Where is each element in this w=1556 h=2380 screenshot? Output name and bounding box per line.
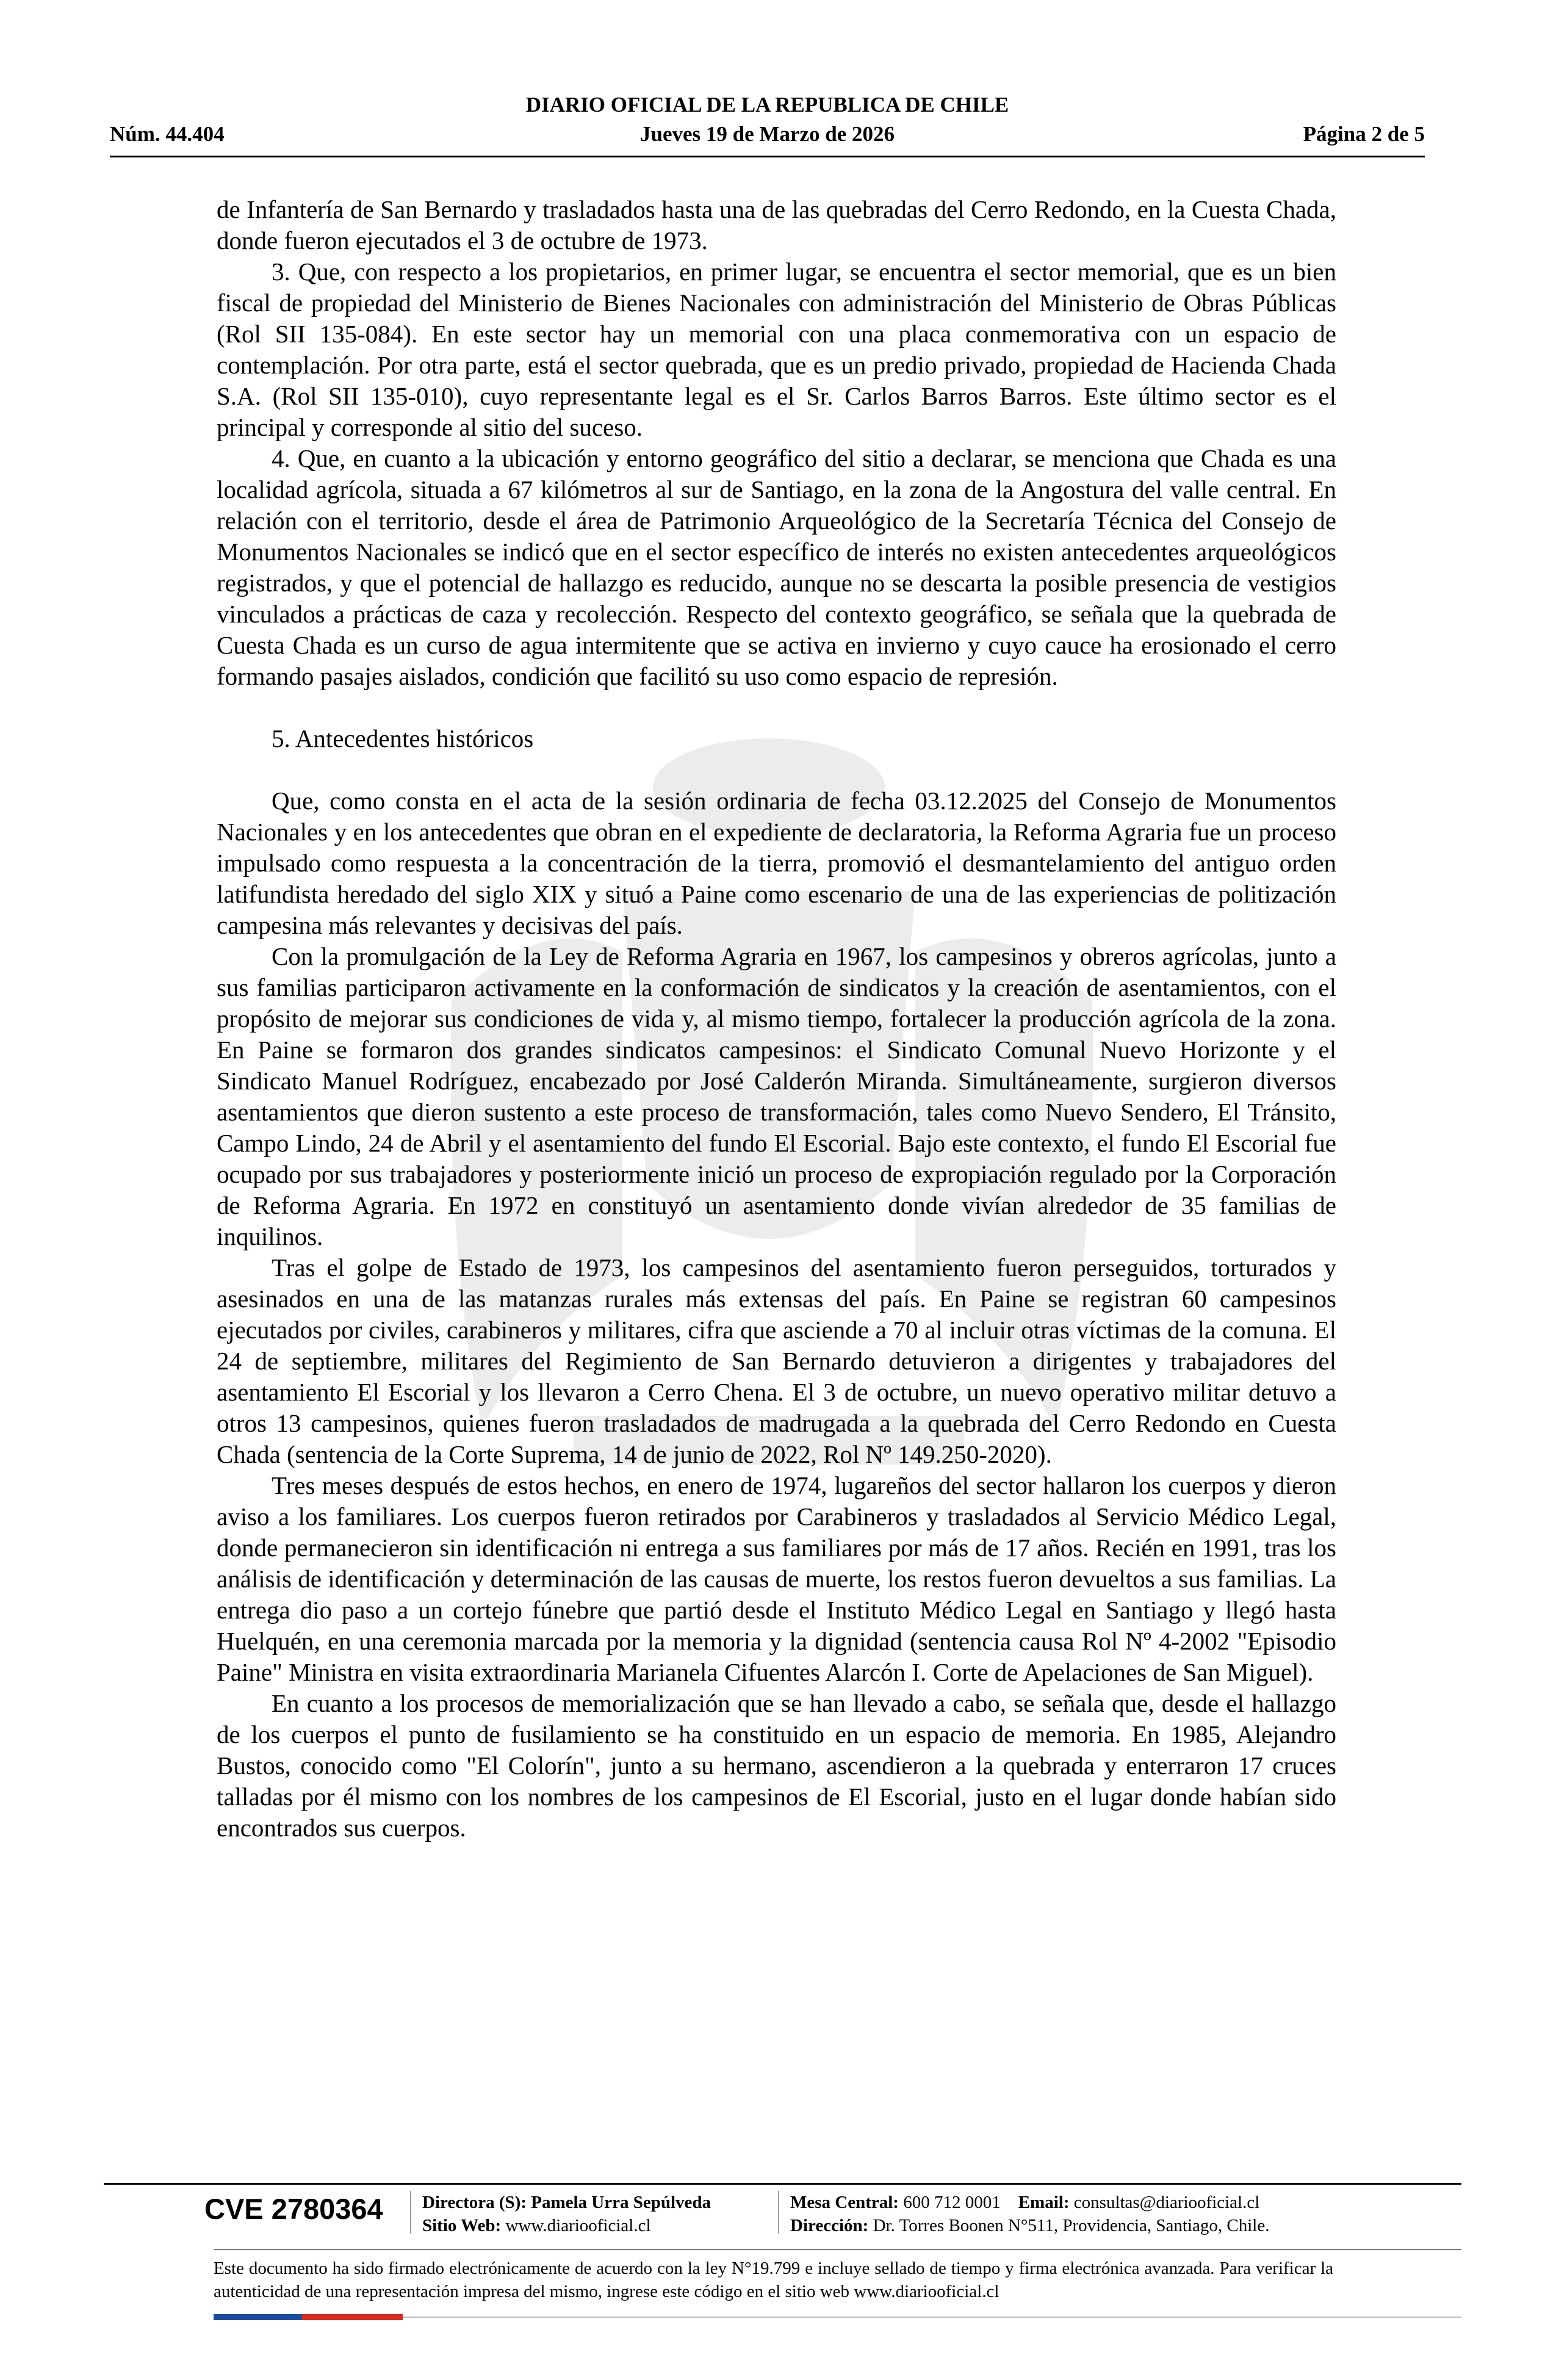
web-link[interactable]: www.diariooficial.cl [505,2216,651,2235]
footer-contact-left [422,2191,711,2237]
document-body [217,194,1336,1844]
flag-stripe-red [302,2314,403,2320]
paragraph: Tras el golpe de Estado de 1973, los campesinos del asentamiento fueron perseguidos, torturados y asesinados en una de las matanzas rurales más extensas del país. En Paine se registran 60 campesinos ejecutados por civiles, carabineros y militares, cifra que asciende a 70 al incluir otras víctimas de la comuna. El 24 de septiembre, militares del Regimiento de San Bernardo detuvieron a dirigentes y trabajadores del asentamiento El Escorial y los llevaron a Cerro Chena. El 3 de octubre, un nuevo operativo militar detuvo a otros 13 campesinos, quienes fueron trasladados de madrugada a la quebrada del Cerro Redondo en Cuesta Chada (sentencia de la Corte Suprema, 14 de junio de 2022, Rol Nº 149.250-2020). [217,1253,1336,1468]
footer-divider [104,2183,1461,2185]
director-name: Pamela Urra Sepúlveda [531,2193,711,2212]
flag-stripe-blue [214,2314,302,2320]
address-label: Dirección: [790,2216,869,2235]
paragraph: 3. Que, con respecto a los propietarios, en primer lugar, se encuentra el sector memorial, que es un bien fiscal de propiedad del Ministerio de Bienes Nacionales con administración del Ministerio de Obras Públicas (Rol SII 135-084). En este sector hay un memorial con una placa conmemorativa con un espacio de contemplación. Por otra parte, está el sector quebrada, que es un predio privado, propiedad de Hacienda Chada S.A. (Rol SII 135-010), cuyo representante legal es el Sr. Carlos Barros Barros. Este último sector es el principal y corresponde al sitio del suceso. [217,258,1336,441]
issue-date: Jueves 19 de Marzo de 2026 [639,122,895,146]
publication-title: DIARIO OFICIAL DE LA REPUBLICA DE CHILE [525,93,1009,117]
cve-code: CVE 2780364 [204,2193,383,2225]
section-heading: 5. Antecedentes históricos [272,724,534,752]
phone-label: Mesa Central: [790,2193,899,2212]
address-value: Dr. Torres Boonen N°511, Providencia, Santiago, Chile. [873,2216,1270,2235]
director-label: Directora (S): [422,2193,527,2212]
footer-divider-secondary [214,2249,1461,2250]
footer-separator [410,2191,411,2234]
phone-value: 600 712 0001 [903,2193,1001,2212]
flag-stripe-line [403,2317,1461,2318]
web-label: Sitio Web: [422,2216,502,2235]
header-divider [110,156,1425,157]
paragraph: Tres meses después de estos hechos, en enero de 1974, lugareños del sector hallaron los cuerpos y dieron aviso a los familiares. Los cuerpos fueron retirados por Carabineros y trasladados al Servicio Médico Legal, donde permanecieron sin identificación ni entrega a sus familiares por más de 17 años. Recién en 1991, tras los análisis de identificación y determinación de las causas de muerte, los restos fueron devueltos a sus familias. La entrega dio paso a un cortejo fúnebre que partió desde el Instituto Médico Legal en Santiago y llegó hasta Huelquén, en una ceremonia marcada por la memoria y la dignidad (sentencia causa Rol Nº 4-2002 "Episodio Paine" Ministra en visita extraordinaria Marianela Cifuentes Alarcón I. Corte de Apelaciones de San Miguel). [217,1471,1336,1686]
paragraph: 4. Que, en cuanto a la ubicación y entorno geográfico del sitio a declarar, se menciona que Chada es una localidad agrícola, situada a 67 kilómetros al sur de Santiago, en la zona de la Angostura del valle central. En relación con el territorio, desde el área de Patrimonio Arqueológico de la Secretaría Técnica del Consejo de Monumentos Nacionales se indicó que en el sector específico de interés no existen antecedentes arqueológicos registrados, y que el potencial de hallazgo es reducido, aunque no se descarta la posible presencia de vestigios vinculados a prácticas de caza y recolección. Respecto del contexto geográfico, se señala que la quebrada de Cuesta Chada es un curso de agua intermitente que se activa en invierno y cuyo cauce ha erosionado el cerro formando pasajes aislados, condición que facilitó su uso como espacio de represión. [217,444,1336,690]
footer-contact-right [790,2191,1269,2237]
page-header [110,93,1425,154]
paragraph: En cuanto a los procesos de memorialización que se han llevado a cabo, se señala que, desde el hallazgo de los cuerpos el punto de fusilamiento se ha constituido en un espacio de memoria. En 1985, Alejandro Bustos, conocido como "El Colorín", junto a su hermano, ascendieron a la quebrada y enterraron 17 cruces talladas por él mismo con los nombres de los campesinos de El Escorial, justo en el lugar donde habían sido encontrados sus cuerpos. [217,1689,1336,1842]
paragraph: Con la promulgación de la Ley de Reforma Agraria en 1967, los campesinos y obreros agrícolas, junto a sus familias participaron activamente en la conformación de sindicatos y la creación de asentamientos, con el propósito de mejorar sus condiciones de vida y, al mismo tiempo, fortalecer la producción agrícola de la zona. En Paine se formaron dos grandes sindicatos campesinos: el Sindicato Comunal Nuevo Horizonte y el Sindicato Manuel Rodríguez, encabezado por José Calderón Miranda. Simultáneamente, surgieron diversos asentamientos que dieron sustento a este proceso de transformación, tales como Nuevo Sendero, El Tránsito, Campo Lindo, 24 de Abril y el asentamiento del fundo El Escorial. Bajo este contexto, el fundo El Escorial fue ocupado por sus trabajadores y posteriormente inició un proceso de expropiación regulado por la Corporación de Reforma Agraria. En 1972 en constituyó un asentamiento donde vivían alrededor de 35 familias de inquilinos. [217,942,1336,1250]
legal-notice: Este documento ha sido firmado electrónicamente de acuerdo con la ley N°19.799 e incluye sellado de tiempo y firma electrónica avanzada. Para verificar la autenticidad de una representación impresa del mismo, ingrese este código en el sitio web www.diariooficial.cl [214,2259,1333,2301]
footer-separator [778,2191,779,2234]
issue-number: Núm. 44.404 [110,122,225,146]
paragraph: de Infantería de San Bernardo y trasladados hasta una de las quebradas del Cerro Redondo, en la Cuesta Chada, donde fueron ejecutados el 3 de octubre de 1973. [217,195,1336,254]
page-indicator: Página 2 de 5 [1303,122,1425,146]
paragraph: Que, como consta en el acta de la sesión ordinaria de fecha 03.12.2025 del Consejo de Monumentos Nacionales y en los antecedentes que obran en el expediente de declaratoria, la Reforma Agraria fue un proceso impulsado como respuesta a la concentración de la tierra, promovió el desmantelamiento del antiguo orden latifundista heredado del siglo XIX y situó a Paine como escenario de una de las experiencias de politización campesina más relevantes y decisivas del país. [217,787,1336,939]
email-link[interactable]: consultas@diariooficial.cl [1073,2193,1260,2212]
email-label: Email: [1018,2193,1070,2212]
